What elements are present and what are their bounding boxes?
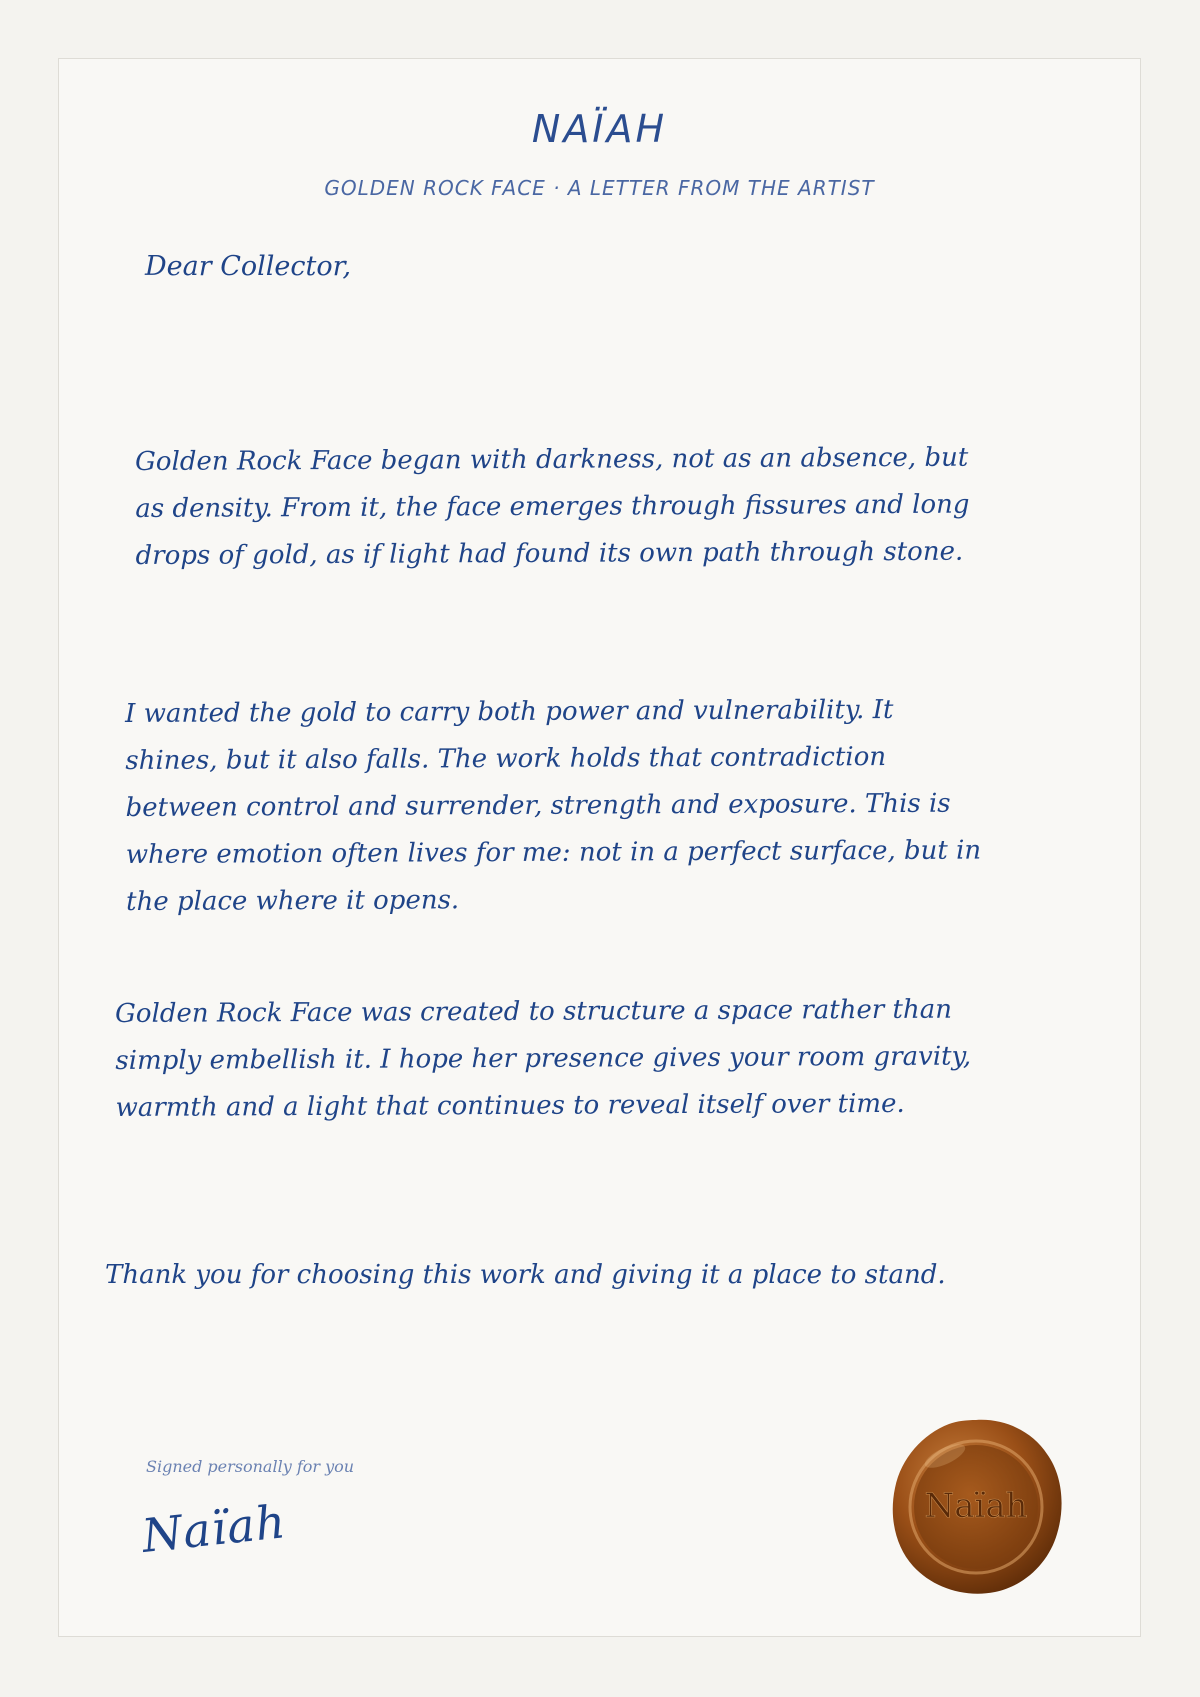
signature: Naïah [139, 1494, 289, 1563]
signed-note: Signed personally for you [146, 1457, 355, 1476]
salutation: Dear Collector, [145, 251, 352, 282]
wax-seal-icon [887, 1416, 1065, 1596]
artist-name: NAÏAH [531, 107, 668, 151]
letter-sheet [58, 58, 1141, 1637]
letter-paragraph-3: Golden Rock Face was created to structure a space rather than simply embellish it. I hope her presence gives your room gravity, warmth and a light that continues to reveal itself over time. [115, 994, 972, 1123]
letter-subtitle: GOLDEN ROCK FACE · A LETTER FROM THE ARTIST [324, 176, 875, 200]
letter-paragraph-1: Golden Rock Face began with darkness, not as an absence, but as density. From it, the face emerges through fissures and long drops of gold, as if light had found its own path through stone. [135, 442, 970, 571]
seal-text: Naïah [924, 1486, 1028, 1526]
letter-paragraph-2: I wanted the gold to carry both power and vulnerability. It shines, but it also falls. The work holds that contradiction between control and surrender, strength and exposure. This is where emotion often lives for me: not in a perfect surface, but in the place where it opens. [125, 694, 982, 917]
letter-paragraph-4: Thank you for choosing this work and giving it a place to stand. [105, 1260, 946, 1290]
